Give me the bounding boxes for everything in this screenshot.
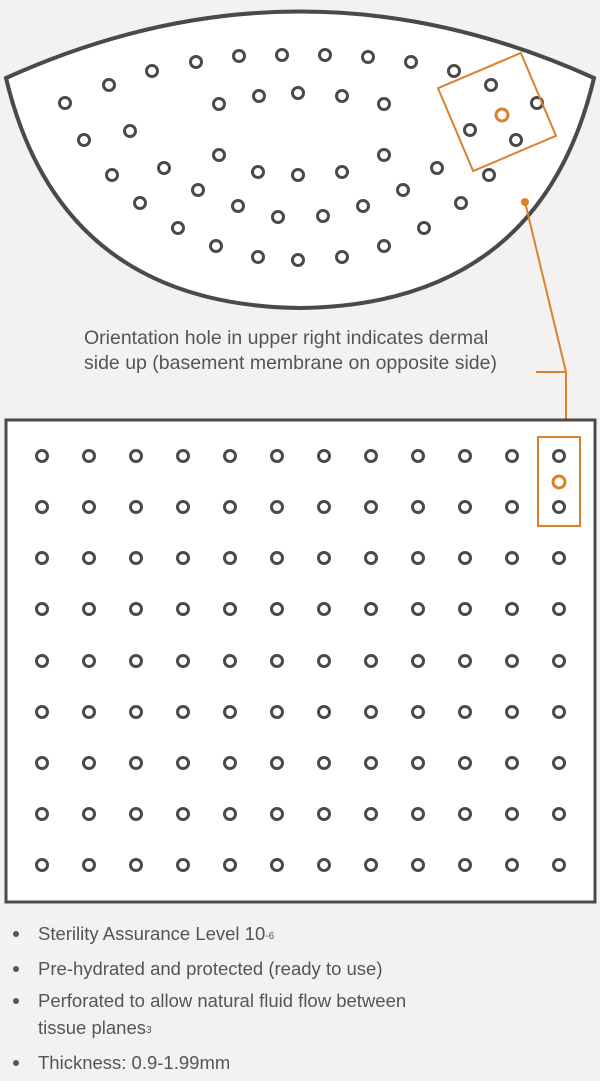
reference-superscript: 3 — [145, 1025, 152, 1036]
caption-line-1: Orientation hole in upper right indicates dermal — [84, 327, 489, 349]
feature-thickness: Thickness: 0.9-1.99mm — [0, 1049, 600, 1076]
feature-sterility: Sterility Assurance Level 10-6 — [0, 920, 600, 950]
feature-list — [0, 920, 600, 1081]
sterility-exponent: -6 — [265, 931, 275, 942]
feature-perforated: Perforated to allow natural fluid flow between tissue planes3 — [0, 987, 600, 1044]
caption-line-2: side up (basement membrane on opposite side) — [84, 352, 497, 374]
leader-line — [525, 202, 566, 440]
orientation-caption — [84, 326, 534, 376]
feature-prehydrated: Pre-hydrated and protected (ready to use) — [0, 955, 600, 982]
